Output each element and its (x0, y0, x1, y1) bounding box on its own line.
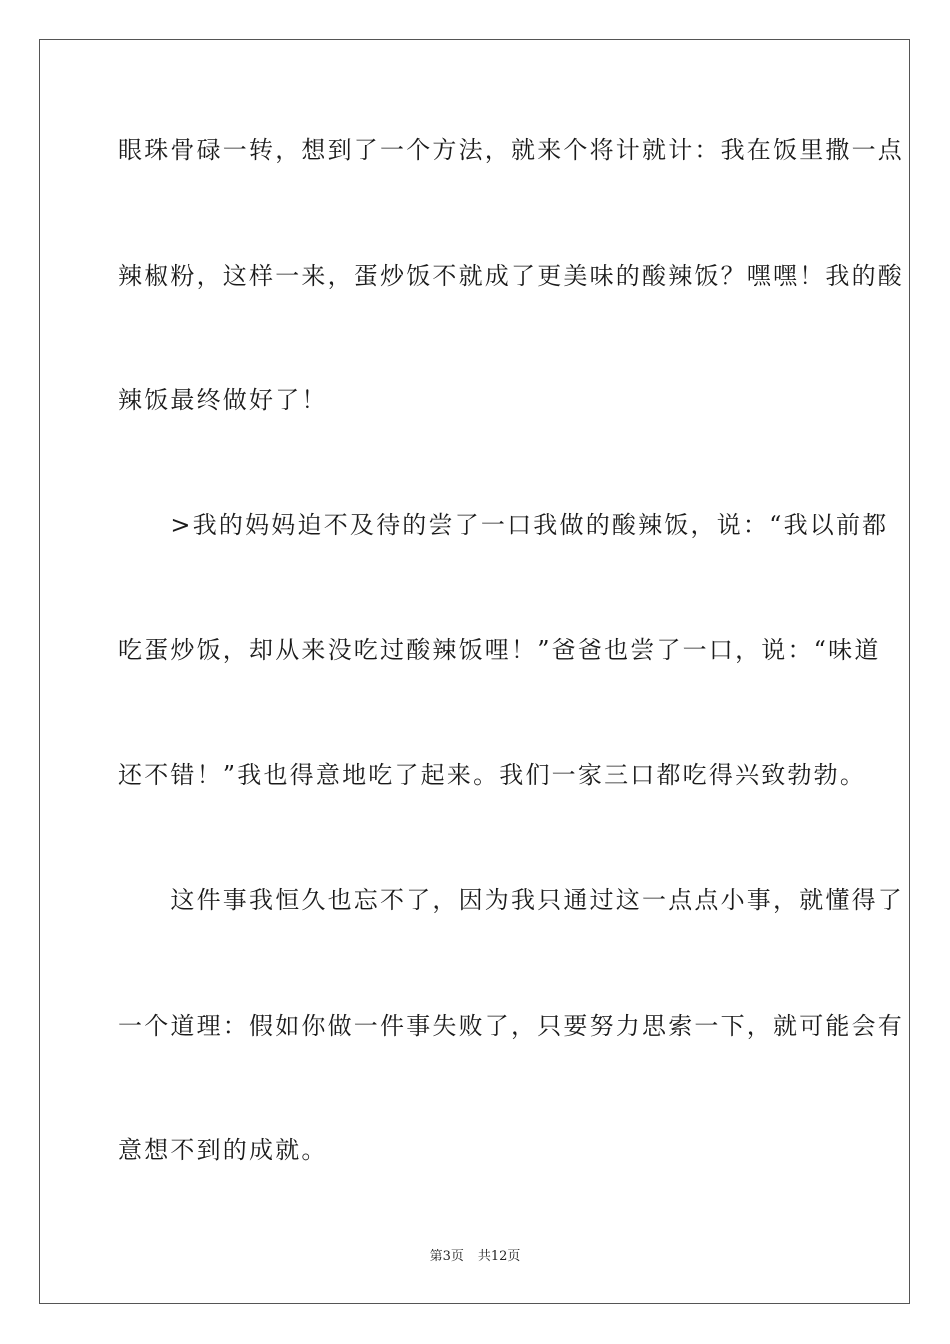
page-number: 第3页 (429, 1249, 464, 1264)
body-text-line: 意想不到的成就。 (118, 1136, 328, 1164)
body-text-line: 吃蛋炒饭，却从来没吃过酸辣饭哩！”爸爸也尝了一口，说：“味道 (118, 636, 881, 664)
body-text-line: >我的妈妈迫不及待的尝了一口我做的酸辣饭，说：“我以前都 (118, 511, 889, 539)
page-border (39, 39, 910, 1304)
page-footer (0, 1248, 950, 1266)
body-text-line: 还不错！”我也得意地吃了起来。我们一家三口都吃得兴致勃勃。 (118, 761, 867, 789)
page-total: 共12页 (477, 1249, 521, 1264)
body-text-line: 辣椒粉，这样一来，蛋炒饭不就成了更美味的酸辣饭？嘿嘿！我的酸 (118, 262, 904, 290)
body-text-line: 眼珠骨碌一转，想到了一个方法，就来个将计就计：我在饭里撒一点 (118, 136, 904, 164)
body-text-line: 这件事我恒久也忘不了，因为我只通过这一点点小事，就懂得了 (118, 886, 904, 914)
body-text-line: 一个道理：假如你做一件事失败了，只要努力思索一下，就可能会有 (118, 1012, 904, 1040)
body-text-line: 辣饭最终做好了！ (118, 386, 328, 414)
